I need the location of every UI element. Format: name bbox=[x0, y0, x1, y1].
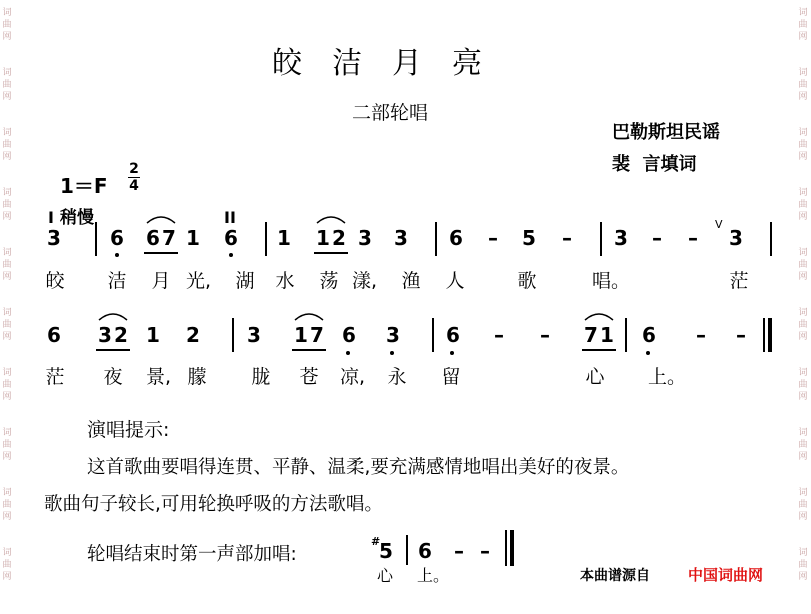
barline bbox=[406, 535, 408, 565]
note: 5 bbox=[379, 539, 393, 563]
note: 6 bbox=[418, 539, 432, 563]
lyric: 上。 bbox=[417, 566, 450, 585]
lyric: 漾, bbox=[352, 270, 378, 292]
note: 2 bbox=[332, 226, 346, 250]
barline bbox=[625, 318, 627, 352]
low-octave-dot bbox=[450, 351, 454, 355]
note: 3 bbox=[247, 323, 261, 347]
low-octave-dot bbox=[346, 351, 350, 355]
watermark-char: 网 bbox=[2, 212, 12, 222]
dash: – bbox=[488, 226, 498, 250]
watermark-char: 曲 bbox=[2, 260, 12, 270]
watermark-char: 网 bbox=[2, 332, 12, 342]
slur bbox=[294, 310, 324, 322]
note: 6 bbox=[446, 323, 460, 347]
note: 3 bbox=[47, 226, 61, 250]
watermark-char: 网 bbox=[2, 452, 12, 462]
lyric: 朦 bbox=[187, 366, 207, 388]
lyric: 皎 bbox=[45, 270, 65, 292]
watermark-char: 网 bbox=[798, 332, 808, 342]
note: 6 bbox=[47, 323, 61, 347]
low-octave-dot bbox=[646, 351, 650, 355]
watermark-char: 网 bbox=[2, 572, 12, 582]
final-barline-thin bbox=[505, 530, 507, 566]
note: 6 bbox=[146, 226, 160, 250]
credit-origin: 巴勒斯坦民谣 bbox=[612, 122, 720, 143]
note: 6 bbox=[342, 323, 356, 347]
watermark-char: 曲 bbox=[2, 380, 12, 390]
watermark-char: 曲 bbox=[2, 80, 12, 90]
note: 1 bbox=[277, 226, 291, 250]
watermark-char: 曲 bbox=[798, 140, 808, 150]
watermark-char: 网 bbox=[2, 512, 12, 522]
lyric: 水 bbox=[275, 270, 295, 292]
watermark-char: 词 bbox=[798, 488, 808, 498]
source-label: 本曲谱源自 bbox=[580, 568, 650, 584]
lyric: 凉, bbox=[340, 366, 366, 388]
lyric: 茫 bbox=[729, 270, 749, 292]
lyric: 月 bbox=[151, 270, 171, 292]
dash: – bbox=[494, 323, 504, 347]
watermark-char: 曲 bbox=[798, 560, 808, 570]
note: 7 bbox=[162, 226, 176, 250]
final-barline-thick bbox=[510, 530, 514, 566]
lyric: 渔 bbox=[401, 270, 421, 292]
slur bbox=[98, 310, 128, 322]
watermark-char: 词 bbox=[798, 188, 808, 198]
watermark-char: 曲 bbox=[798, 380, 808, 390]
beam bbox=[292, 349, 326, 351]
hints-title: 演唱提示: bbox=[87, 419, 170, 441]
slur bbox=[584, 310, 614, 322]
song-title: 皎洁月亮 bbox=[272, 46, 512, 81]
low-octave-dot bbox=[390, 351, 394, 355]
dash: – bbox=[688, 226, 698, 250]
watermark-left bbox=[0, 0, 14, 614]
lyric: 上。 bbox=[648, 366, 687, 388]
lyric: 歌 bbox=[517, 270, 537, 292]
watermark-char: 网 bbox=[798, 572, 808, 582]
lyric: 荡 bbox=[319, 270, 339, 292]
watermark-char: 网 bbox=[798, 392, 808, 402]
note: 3 bbox=[729, 226, 743, 250]
lyric: 夜 bbox=[103, 366, 123, 388]
time-signature-bottom: 4 bbox=[129, 178, 139, 194]
watermark-char: 曲 bbox=[798, 500, 808, 510]
beam bbox=[314, 252, 348, 254]
lyric: 永 bbox=[387, 366, 407, 388]
watermark-char: 网 bbox=[798, 92, 808, 102]
watermark-char: 网 bbox=[2, 392, 12, 402]
watermark-char: 词 bbox=[2, 248, 12, 258]
watermark-char: 词 bbox=[2, 548, 12, 558]
watermark-char: 词 bbox=[2, 188, 12, 198]
beam bbox=[96, 349, 130, 351]
watermark-char: 曲 bbox=[2, 440, 12, 450]
hints-line-1: 这首歌曲要唱得连贯、平静、温柔,要充满感情地唱出美好的夜景。 bbox=[87, 457, 630, 478]
watermark-char: 网 bbox=[798, 32, 808, 42]
note: 6 bbox=[110, 226, 124, 250]
note: 2 bbox=[114, 323, 128, 347]
watermark-char: 词 bbox=[798, 8, 808, 18]
watermark-char: 曲 bbox=[798, 20, 808, 30]
barline bbox=[770, 222, 772, 256]
watermark-char: 词 bbox=[2, 428, 12, 438]
dash: – bbox=[540, 323, 550, 347]
lyric: 胧 bbox=[251, 366, 271, 388]
barline bbox=[232, 318, 234, 352]
lyric: 心 bbox=[585, 366, 605, 388]
low-octave-dot bbox=[115, 253, 119, 257]
lyric: 人 bbox=[445, 270, 465, 292]
watermark-char: 网 bbox=[2, 32, 12, 42]
watermark-char: 曲 bbox=[798, 200, 808, 210]
time-signature-top: 2 bbox=[129, 161, 139, 177]
slur bbox=[146, 213, 176, 225]
dash: – bbox=[562, 226, 572, 250]
watermark-char: 词 bbox=[798, 128, 808, 138]
credit-lyricist: 裴 言填词 bbox=[612, 154, 697, 175]
watermark-char: 网 bbox=[2, 92, 12, 102]
watermark-char: 曲 bbox=[2, 500, 12, 510]
note: 5 bbox=[522, 226, 536, 250]
watermark-char: 词 bbox=[2, 8, 12, 18]
watermark-char: 网 bbox=[798, 212, 808, 222]
dash: – bbox=[652, 226, 662, 250]
note: 1 bbox=[316, 226, 330, 250]
watermark-char: 词 bbox=[2, 308, 12, 318]
hints-line-3: 轮唱结束时第一声部加唱: bbox=[87, 544, 297, 565]
note: 1 bbox=[186, 226, 200, 250]
lyric: 景, bbox=[146, 366, 172, 388]
watermark-char: 网 bbox=[798, 452, 808, 462]
watermark-char: 网 bbox=[798, 272, 808, 282]
watermark-char: 曲 bbox=[798, 320, 808, 330]
watermark-char: 曲 bbox=[2, 140, 12, 150]
watermark-char: 词 bbox=[798, 368, 808, 378]
sharp-sign: # bbox=[371, 535, 381, 548]
part-marker-one: I bbox=[48, 208, 54, 227]
watermark-char: 词 bbox=[798, 248, 808, 258]
note: 7 bbox=[584, 323, 598, 347]
watermark-char: 曲 bbox=[2, 560, 12, 570]
lyric: 光, bbox=[186, 270, 212, 292]
note: 3 bbox=[358, 226, 372, 250]
watermark-char: 词 bbox=[2, 368, 12, 378]
note: 6 bbox=[642, 323, 656, 347]
tempo-marking: 稍慢 bbox=[60, 208, 94, 228]
watermark-char: 网 bbox=[2, 272, 12, 282]
note: 6 bbox=[224, 226, 238, 250]
watermark-char: 网 bbox=[798, 152, 808, 162]
lyric: 湖 bbox=[235, 270, 255, 292]
watermark-char: 词 bbox=[2, 488, 12, 498]
watermark-char: 曲 bbox=[2, 320, 12, 330]
note: 1 bbox=[146, 323, 160, 347]
watermark-char: 词 bbox=[798, 308, 808, 318]
note: 3 bbox=[98, 323, 112, 347]
breath-mark: V bbox=[715, 218, 723, 231]
note: 2 bbox=[186, 323, 200, 347]
watermark-char: 词 bbox=[798, 68, 808, 78]
final-barline-thin bbox=[763, 318, 765, 352]
dash: – bbox=[696, 323, 706, 347]
watermark-char: 曲 bbox=[798, 260, 808, 270]
beam bbox=[144, 252, 178, 254]
barline bbox=[600, 222, 602, 256]
watermark-right bbox=[796, 0, 810, 614]
watermark-char: 词 bbox=[798, 428, 808, 438]
barline bbox=[265, 222, 267, 256]
watermark-char: 网 bbox=[2, 152, 12, 162]
note: 1 bbox=[294, 323, 308, 347]
note: 6 bbox=[449, 226, 463, 250]
dash: – bbox=[454, 539, 464, 563]
dash: – bbox=[736, 323, 746, 347]
note: 3 bbox=[394, 226, 408, 250]
watermark-char: 词 bbox=[2, 128, 12, 138]
barline bbox=[95, 222, 97, 256]
watermark-char: 曲 bbox=[798, 80, 808, 90]
lyric: 唱。 bbox=[592, 270, 631, 292]
note: 7 bbox=[310, 323, 324, 347]
dash: – bbox=[480, 539, 490, 563]
note: 3 bbox=[386, 323, 400, 347]
hints-line-2: 歌曲句子较长,可用轮换呼吸的方法歌唱。 bbox=[44, 494, 383, 515]
song-subtitle: 二部轮唱 bbox=[352, 102, 429, 124]
low-octave-dot bbox=[229, 253, 233, 257]
time-signature bbox=[128, 162, 140, 193]
barline bbox=[432, 318, 434, 352]
watermark-char: 曲 bbox=[798, 440, 808, 450]
lyric: 茫 bbox=[45, 366, 65, 388]
watermark-char: 网 bbox=[798, 512, 808, 522]
watermark-char: 词 bbox=[2, 68, 12, 78]
lyric: 留 bbox=[441, 366, 461, 388]
lyric: 心 bbox=[377, 566, 394, 585]
lyric: 苍 bbox=[299, 366, 319, 388]
beam bbox=[582, 349, 616, 351]
site-name[interactable]: 中国词曲网 bbox=[688, 566, 764, 584]
key-signature: 1＝F bbox=[60, 174, 108, 198]
slur bbox=[316, 213, 346, 225]
watermark-char: 词 bbox=[798, 548, 808, 558]
watermark-char: 曲 bbox=[2, 20, 12, 30]
lyric: 洁 bbox=[107, 270, 127, 292]
final-barline-thick bbox=[768, 318, 772, 352]
note: 3 bbox=[614, 226, 628, 250]
note: 1 bbox=[600, 323, 614, 347]
barline bbox=[435, 222, 437, 256]
watermark-char: 曲 bbox=[2, 200, 12, 210]
part-marker-two: II bbox=[224, 208, 236, 227]
